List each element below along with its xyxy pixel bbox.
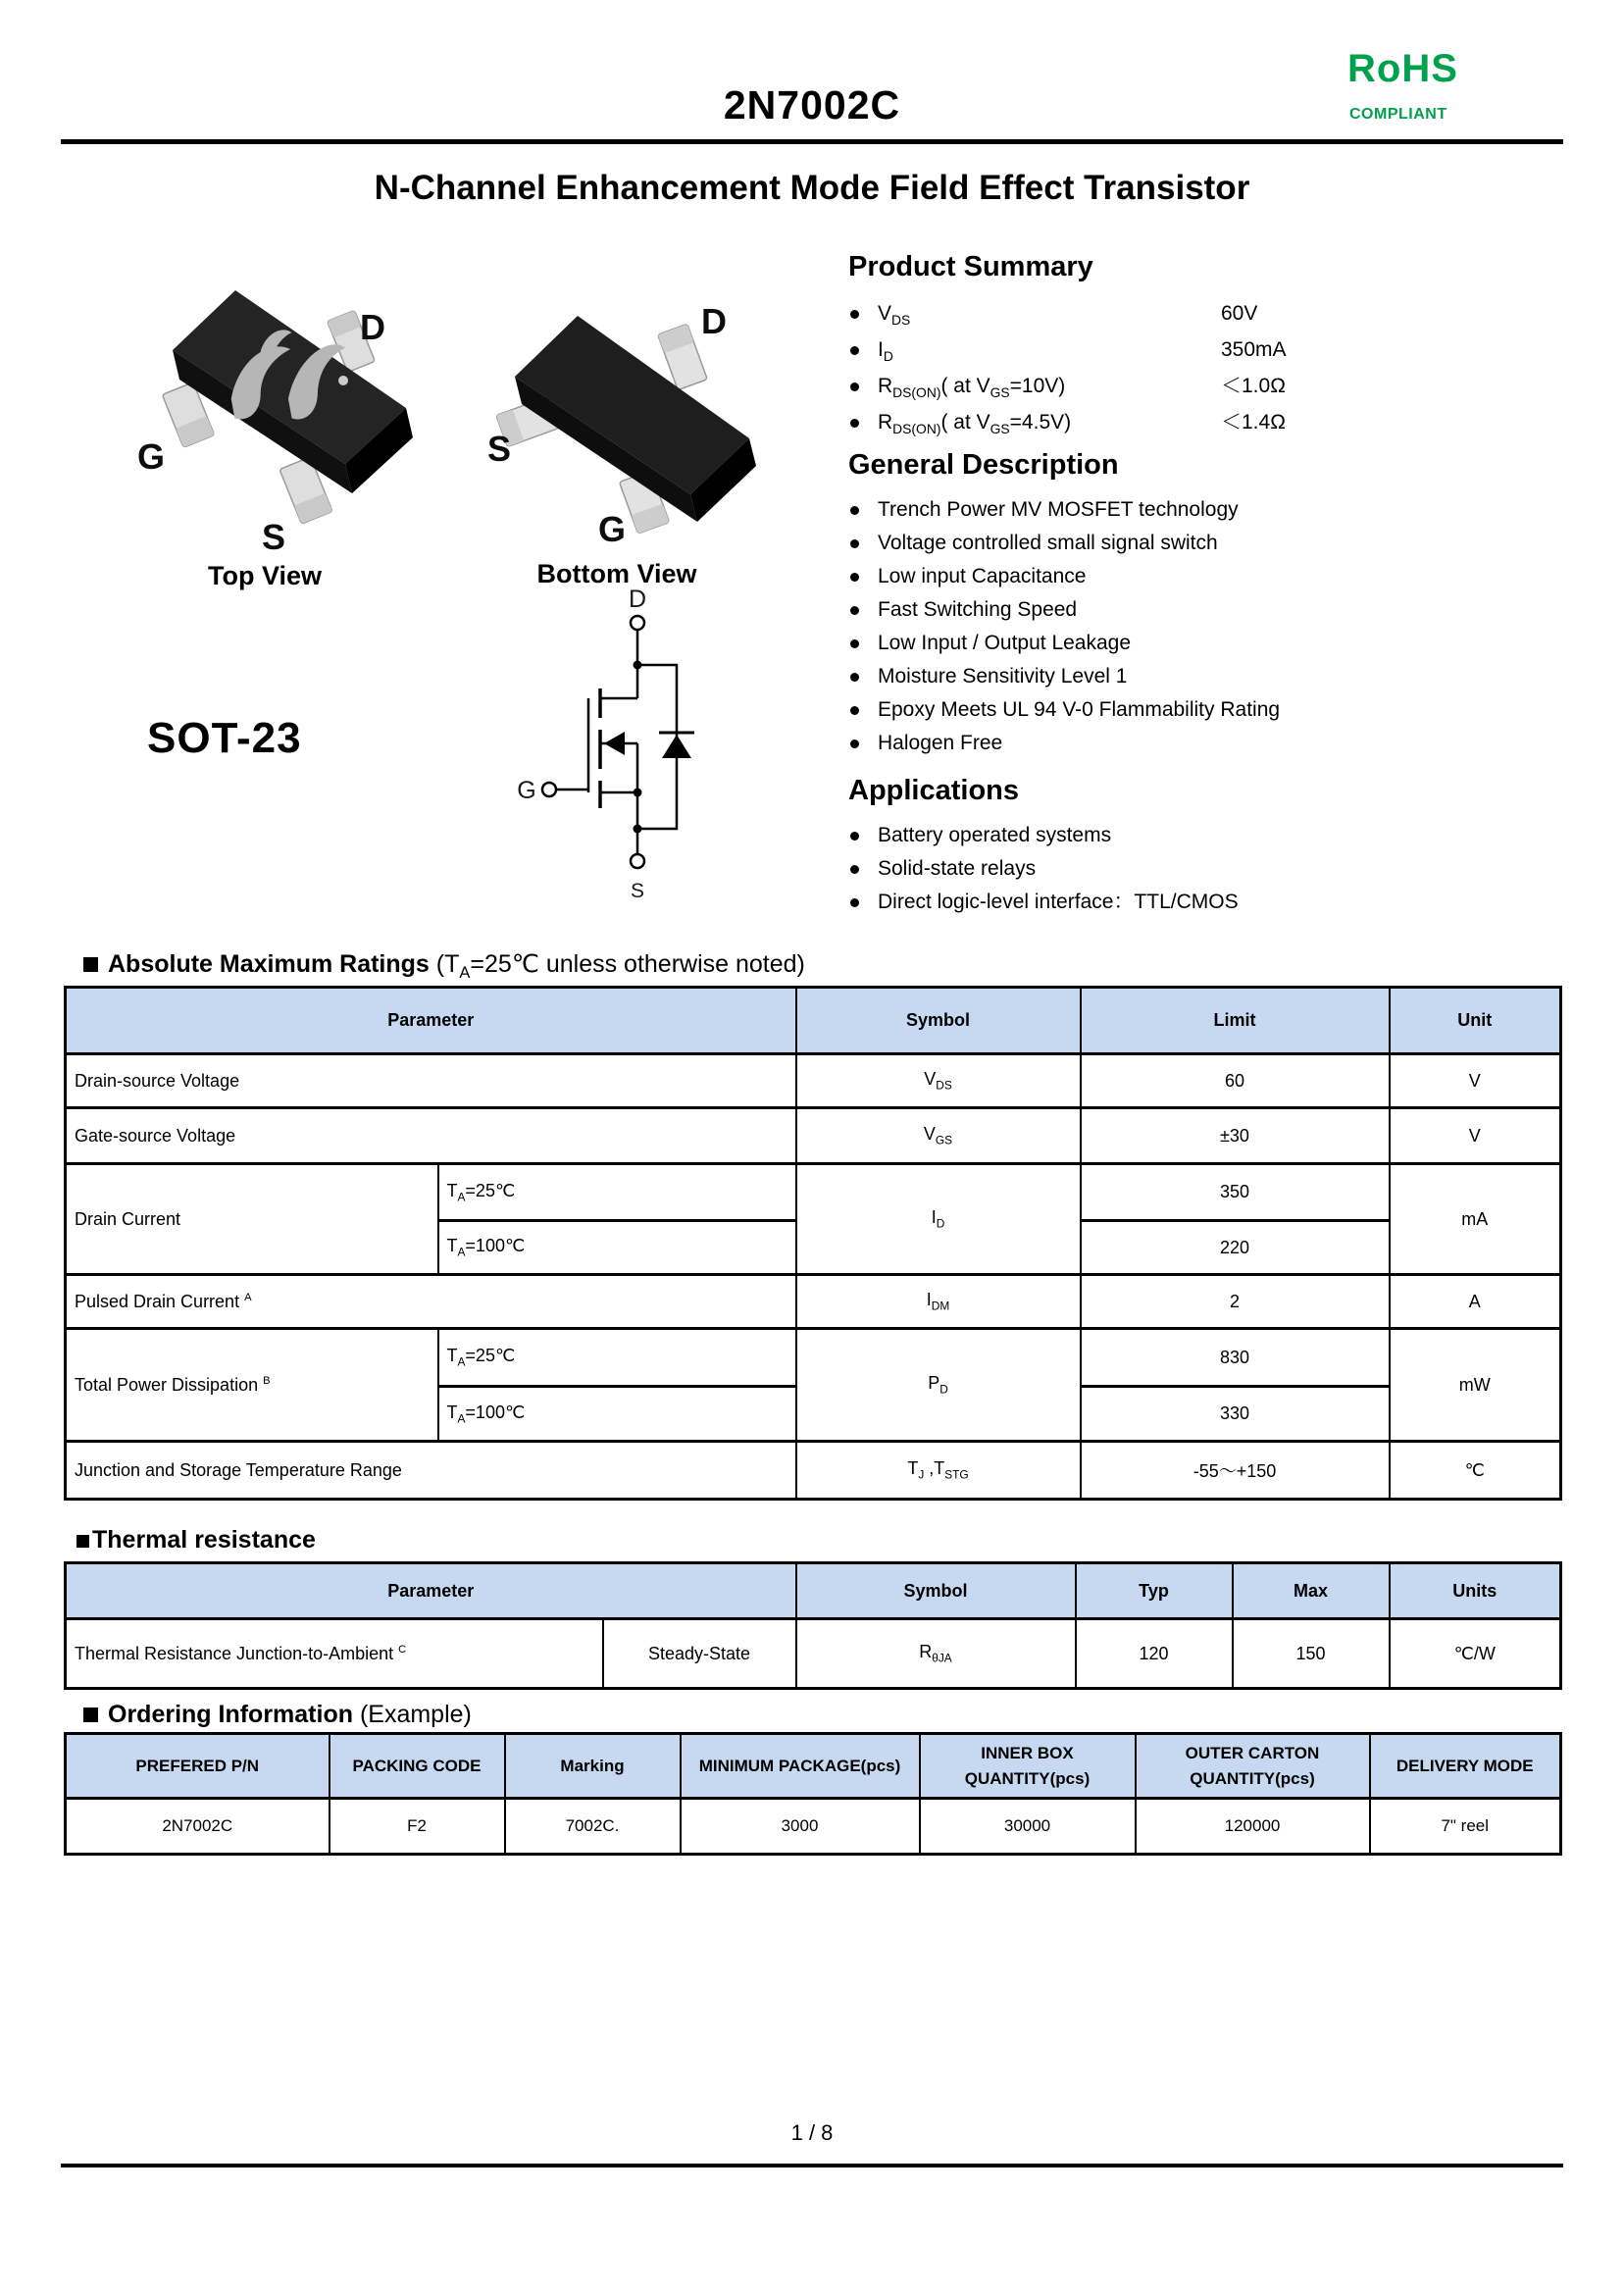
col-header-marking: Marking bbox=[505, 1734, 681, 1799]
bullet-icon bbox=[850, 832, 859, 841]
application-text: Direct logic-level interface：TTL/CMOS bbox=[878, 891, 1239, 913]
col-header-limit: Limit bbox=[1081, 988, 1390, 1054]
bullet-icon bbox=[850, 639, 859, 648]
cell-symbol: $P_D$ bbox=[796, 1329, 1081, 1442]
summary-param: $R_{DS(ON)}$( at $V_{GS}=4.5V$) bbox=[878, 411, 1072, 437]
table-row bbox=[66, 1442, 1561, 1500]
cell-parameter: Junction and Storage Temperature Range bbox=[66, 1442, 796, 1500]
summary-param: $V_{DS}$ bbox=[878, 302, 911, 329]
product-summary-heading: Product Summary bbox=[848, 251, 1093, 282]
abs-max-heading-text: Absolute Maximum Ratings bbox=[108, 950, 430, 978]
application-item bbox=[848, 819, 1525, 852]
pin1-dot bbox=[338, 376, 348, 385]
feature-text: Moisture Sensitivity Level 1 bbox=[878, 665, 1128, 688]
general-description-section bbox=[848, 449, 1525, 760]
applications-heading: Applications bbox=[848, 775, 1020, 806]
cell-limit: 2 bbox=[1081, 1275, 1390, 1329]
col-header-parameter: Parameter bbox=[66, 1563, 796, 1619]
feature-item bbox=[848, 627, 1525, 660]
pin-label-gate: G bbox=[136, 436, 166, 477]
summary-value: 350mA bbox=[1221, 338, 1287, 361]
cell-unit: ℃ bbox=[1390, 1442, 1561, 1500]
bullet-icon bbox=[850, 606, 859, 615]
thermal-heading bbox=[76, 1526, 316, 1555]
cell-parameter: Drain Current bbox=[66, 1164, 438, 1275]
feature-text: Halogen Free bbox=[878, 732, 1003, 754]
package-top-view-image bbox=[98, 235, 490, 608]
feature-item bbox=[848, 593, 1525, 627]
col-header-symbol: Symbol bbox=[796, 1563, 1076, 1619]
cell-unit: V bbox=[1390, 1054, 1561, 1108]
ordering-table bbox=[64, 1732, 1562, 1856]
channel-arrow-icon bbox=[604, 732, 625, 755]
bottom-view-caption: Bottom View bbox=[536, 559, 697, 588]
footer-divider bbox=[61, 2164, 1563, 2167]
table-row bbox=[66, 1164, 1561, 1221]
package-name-label: SOT-23 bbox=[147, 714, 302, 762]
pin-label-source: S bbox=[486, 429, 512, 469]
cell-unit: mW bbox=[1390, 1329, 1561, 1442]
mosfet-schematic bbox=[510, 584, 706, 912]
bullet-icon bbox=[850, 706, 859, 715]
feature-text: Voltage controlled small signal switch bbox=[878, 532, 1218, 554]
top-view-caption: Top View bbox=[207, 561, 322, 590]
feature-text: Trench Power MV MOSFET technology bbox=[878, 498, 1239, 521]
bullet-icon bbox=[850, 573, 859, 582]
cell-symbol: $I_{DM}$ bbox=[796, 1275, 1081, 1329]
cell-marking: 7002C. bbox=[505, 1799, 681, 1855]
page-number: 1 / 8 bbox=[790, 2120, 834, 2145]
cell-parameter: Pulsed Drain Current $^A$ bbox=[66, 1275, 796, 1329]
col-header-inner-box: INNER BOX QUANTITY(pcs) bbox=[920, 1734, 1136, 1799]
summary-param: $I_D$ bbox=[878, 338, 893, 365]
summary-value: ＜1.0Ω bbox=[1221, 375, 1286, 397]
summary-item bbox=[848, 295, 1525, 331]
cell-symbol: $R_{\theta JA}$ bbox=[796, 1619, 1076, 1689]
bullet-icon bbox=[850, 539, 859, 548]
cell-symbol: $V_{GS}$ bbox=[796, 1108, 1081, 1164]
pin-label-gate: G bbox=[597, 509, 627, 549]
cell-symbol: $I_D$ bbox=[796, 1164, 1081, 1275]
cell-condition: $T_A=25℃$ bbox=[438, 1329, 796, 1387]
col-header-packing-code: PACKING CODE bbox=[330, 1734, 505, 1799]
col-header-delivery-mode: DELIVERY MODE bbox=[1370, 1734, 1561, 1799]
cell-max: 150 bbox=[1233, 1619, 1390, 1689]
col-header-outer-carton: OUTER CARTON QUANTITY(pcs) bbox=[1136, 1734, 1370, 1799]
col-header-parameter: Parameter bbox=[66, 988, 796, 1054]
cell-parameter: Gate-source Voltage bbox=[66, 1108, 796, 1164]
applications-section bbox=[848, 775, 1525, 919]
col-header-typ: Typ bbox=[1076, 1563, 1233, 1619]
summary-item bbox=[848, 404, 1525, 440]
feature-item bbox=[848, 527, 1525, 560]
cell-unit: V bbox=[1390, 1108, 1561, 1164]
cell-parameter: Total Power Dissipation $^B$ bbox=[66, 1329, 438, 1442]
thermal-table bbox=[64, 1561, 1562, 1690]
pin-label-source: S bbox=[261, 517, 286, 557]
pin-label-drain: D bbox=[360, 307, 385, 347]
device-title: N-Channel Enhancement Mode Field Effect Transistor bbox=[374, 169, 1250, 207]
rohs-compliant-label: COMPLIANT bbox=[1349, 106, 1447, 123]
cell-outer-carton: 120000 bbox=[1136, 1799, 1370, 1855]
ordering-heading-text: Ordering Information bbox=[108, 1701, 353, 1728]
package-bottom-view-image bbox=[461, 235, 853, 608]
bullet-icon bbox=[850, 898, 859, 907]
col-header-pn: PREFERED P/N bbox=[66, 1734, 330, 1799]
schematic-gate-label: G bbox=[517, 777, 536, 804]
application-text: Battery operated systems bbox=[878, 824, 1112, 846]
feature-item bbox=[848, 660, 1525, 693]
bullet-icon bbox=[850, 673, 859, 682]
col-header-min-package: MINIMUM PACKAGE(pcs) bbox=[681, 1734, 920, 1799]
cell-parameter: Drain-source Voltage bbox=[66, 1054, 796, 1108]
ordering-heading bbox=[83, 1701, 472, 1729]
abs-max-table bbox=[64, 986, 1562, 1501]
feature-item bbox=[848, 727, 1525, 760]
cell-condition: $T_A=100℃$ bbox=[438, 1221, 796, 1275]
cell-pn: 2N7002C bbox=[66, 1799, 330, 1855]
feature-text: Low input Capacitance bbox=[878, 565, 1087, 587]
general-description-heading: General Description bbox=[848, 449, 1119, 481]
cell-typ: 120 bbox=[1076, 1619, 1233, 1689]
schematic-source-label: S bbox=[630, 880, 645, 902]
col-header-max: Max bbox=[1233, 1563, 1390, 1619]
cell-symbol: $V_{DS}$ bbox=[796, 1054, 1081, 1108]
bullet-icon bbox=[850, 382, 859, 391]
summary-param: $R_{DS(ON)}$( at $V_{GS}=10V$) bbox=[878, 375, 1066, 401]
table-row bbox=[66, 1799, 1561, 1855]
feature-item bbox=[848, 493, 1525, 527]
cell-condition: $T_A=25℃$ bbox=[438, 1164, 796, 1221]
pin-label-drain: D bbox=[701, 301, 727, 341]
section-marker-icon bbox=[83, 957, 98, 972]
summary-item bbox=[848, 368, 1525, 404]
feature-text: Fast Switching Speed bbox=[878, 598, 1078, 621]
cell-units: ℃/W bbox=[1390, 1619, 1561, 1689]
rohs-badge: RoHS bbox=[1347, 47, 1458, 90]
cell-delivery-mode: 7" reel bbox=[1370, 1799, 1561, 1855]
col-header-unit: Unit bbox=[1390, 988, 1561, 1054]
table-row bbox=[66, 1108, 1561, 1164]
bullet-icon bbox=[850, 739, 859, 748]
ordering-heading-note: (Example) bbox=[359, 1701, 472, 1728]
summary-value: ＜1.4Ω bbox=[1221, 411, 1286, 433]
header-divider bbox=[61, 139, 1563, 144]
schematic-drain-label: D bbox=[628, 586, 647, 613]
bullet-icon bbox=[850, 506, 859, 515]
table-row bbox=[66, 1619, 1561, 1689]
summary-item bbox=[848, 331, 1525, 368]
summary-value: 60V bbox=[1221, 302, 1258, 325]
cell-packing-code: F2 bbox=[330, 1799, 505, 1855]
table-row bbox=[66, 1054, 1561, 1108]
section-marker-icon bbox=[83, 1708, 98, 1722]
bullet-icon bbox=[850, 865, 859, 874]
thermal-heading-text: Thermal resistance bbox=[92, 1526, 316, 1554]
col-header-symbol: Symbol bbox=[796, 988, 1081, 1054]
body-diode-icon bbox=[662, 735, 691, 758]
cell-symbol: $T_J$ $,T_{STG}$ bbox=[796, 1442, 1081, 1500]
col-header-units: Units bbox=[1390, 1563, 1561, 1619]
abs-max-heading-note: ($T_A=25℃$ unless otherwise noted) bbox=[435, 950, 805, 982]
feature-item bbox=[848, 560, 1525, 593]
cell-limit: -55～+150 bbox=[1081, 1442, 1390, 1500]
application-text: Solid-state relays bbox=[878, 857, 1037, 880]
cell-limit: 330 bbox=[1081, 1387, 1390, 1442]
cell-min-package: 3000 bbox=[681, 1799, 920, 1855]
bullet-icon bbox=[850, 310, 859, 319]
cell-unit: A bbox=[1390, 1275, 1561, 1329]
abs-max-heading bbox=[83, 949, 805, 983]
cell-limit: ±30 bbox=[1081, 1108, 1390, 1164]
cell-condition: $T_A=100℃$ bbox=[438, 1387, 796, 1442]
cell-limit: 350 bbox=[1081, 1164, 1390, 1221]
page-title: 2N7002C bbox=[723, 82, 901, 127]
cell-inner-box: 30000 bbox=[920, 1799, 1136, 1855]
cell-parameter: Thermal Resistance Junction-to-Ambient $^C$ bbox=[66, 1619, 603, 1689]
table-row bbox=[66, 1275, 1561, 1329]
section-marker-icon bbox=[76, 1535, 89, 1548]
product-summary-section bbox=[848, 251, 1525, 440]
application-item bbox=[848, 852, 1525, 886]
application-item bbox=[848, 886, 1525, 919]
cell-condition: Steady-State bbox=[603, 1619, 796, 1689]
feature-text: Epoxy Meets UL 94 V-0 Flammability Rating bbox=[878, 698, 1281, 721]
cell-unit: mA bbox=[1390, 1164, 1561, 1275]
bullet-icon bbox=[850, 419, 859, 428]
bullet-icon bbox=[850, 346, 859, 355]
feature-text: Low Input / Output Leakage bbox=[878, 632, 1132, 654]
feature-item bbox=[848, 693, 1525, 727]
table-row bbox=[66, 1329, 1561, 1387]
cell-limit: 60 bbox=[1081, 1054, 1390, 1108]
cell-limit: 830 bbox=[1081, 1329, 1390, 1387]
cell-limit: 220 bbox=[1081, 1221, 1390, 1275]
